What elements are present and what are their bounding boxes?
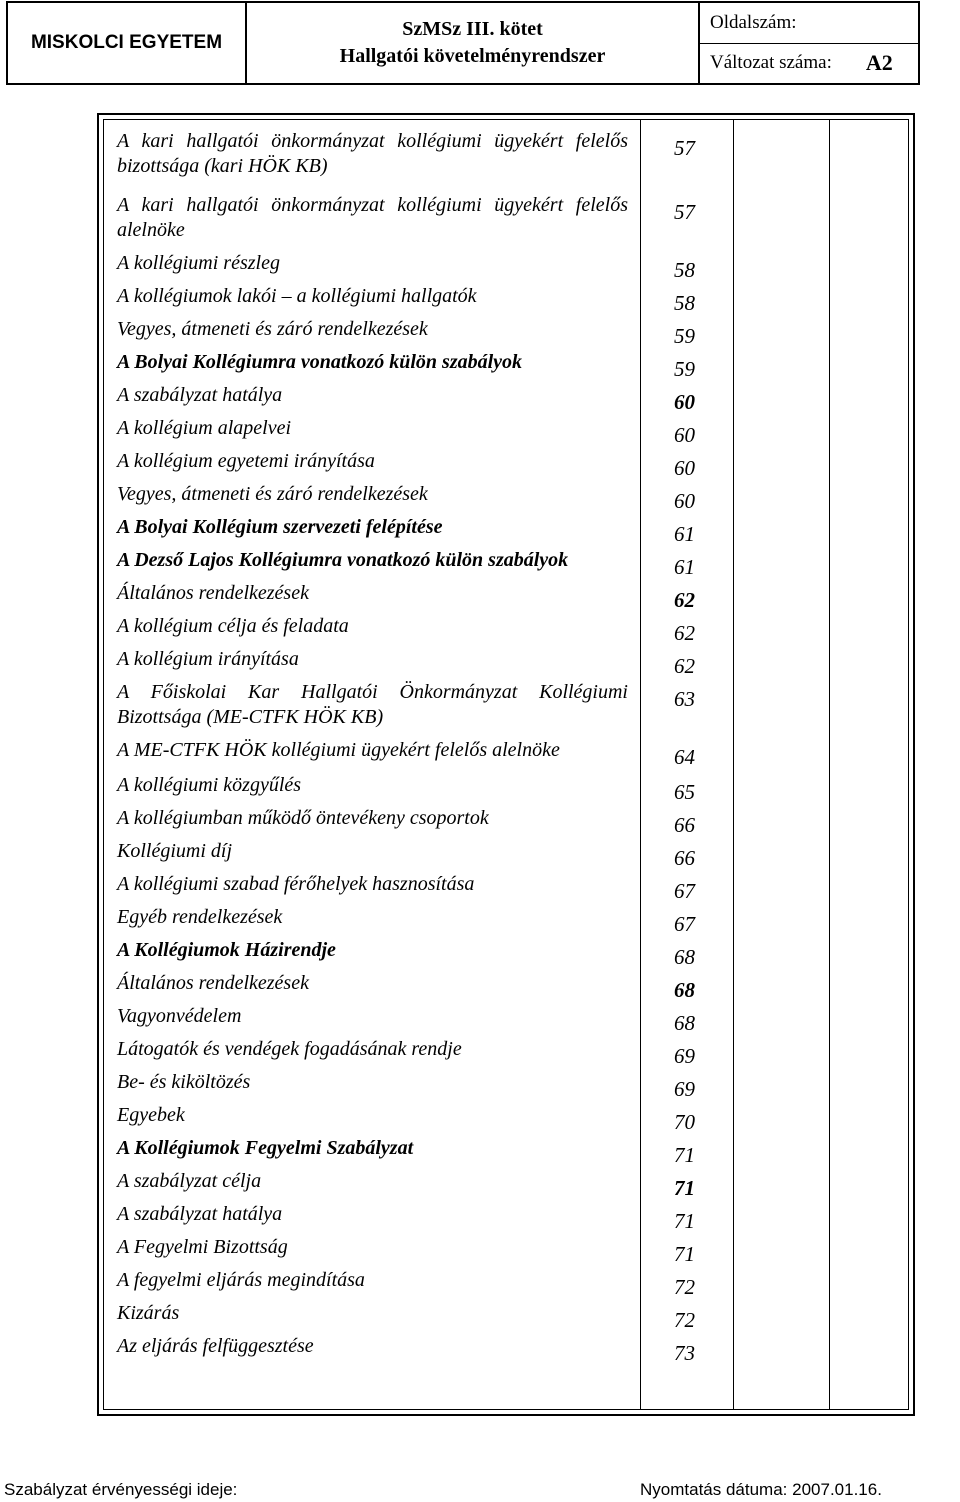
toc-entry-page: 64 xyxy=(674,745,695,769)
toc-entry-page: 60 xyxy=(674,423,695,447)
toc-entry-title: Általános rendelkezések xyxy=(117,582,309,604)
toc-entry xyxy=(117,1301,902,1332)
toc-entry-title: Általános rendelkezések xyxy=(117,972,309,994)
toc-entry-title: A kollégiumban működő öntevékeny csoportok xyxy=(117,807,489,829)
toc-entry-title: A Bolyai Kollégiumra vonatkozó külön szabályok xyxy=(117,351,523,373)
toc-entry-page: 58 xyxy=(674,258,695,282)
toc-entry xyxy=(117,284,902,315)
toc-entry-title: A kollégium egyetemi irányítása xyxy=(117,450,375,472)
toc-entry-page: 58 xyxy=(674,291,695,315)
toc-entry-title: A kari hallgatói önkormányzat kollégiumi ügyekért felelős bizottsága (kari HÖK KB) xyxy=(117,130,628,177)
toc-entry xyxy=(117,1268,902,1299)
toc-entry xyxy=(117,839,902,870)
toc-entry-title: Vegyes, átmeneti és záró rendelkezések xyxy=(117,318,428,340)
toc-entry-title: Az eljárás felfüggesztése xyxy=(117,1335,314,1357)
toc-entry xyxy=(117,1004,902,1035)
volume-title: SzMSz III. kötet xyxy=(402,18,543,40)
toc-entry-page: 68 xyxy=(674,1011,695,1035)
toc-entry-page: 72 xyxy=(674,1275,695,1299)
toc-entry-title: A kollégiumi közgyűlés xyxy=(117,774,302,796)
toc-entry-page: 71 xyxy=(674,1242,695,1266)
toc-entry-page: 60 xyxy=(674,390,695,414)
toc-entry-page: 68 xyxy=(674,978,695,1002)
page-number-label: Oldalszám: xyxy=(710,11,797,33)
toc-entry-page: 60 xyxy=(674,456,695,480)
toc-entry-title: Vagyonvédelem xyxy=(117,1005,242,1027)
toc-entry-page: 66 xyxy=(674,846,695,870)
toc-entry-page: 60 xyxy=(674,489,695,513)
toc-entry-title: A ME-CTFK HÖK kollégiumi ügyekért felelős alelnöke xyxy=(117,739,560,761)
toc-entry-page: 65 xyxy=(674,780,695,804)
toc-entry-title: Látogatók és vendégek fogadásának rendje xyxy=(117,1038,462,1060)
toc-entry-title: A kollégiumi szabad férőhelyek hasznosítása xyxy=(117,873,475,895)
version-label: Változat száma: xyxy=(710,52,832,74)
toc-entry xyxy=(117,614,902,645)
toc-entry-page: 62 xyxy=(674,621,695,645)
toc-entry-title: Vegyes, átmeneti és záró rendelkezések xyxy=(117,483,428,505)
toc-entry-title: A kollégium célja és feladata xyxy=(117,615,349,637)
toc-entry-page: 71 xyxy=(674,1209,695,1233)
validity-label: Szabályzat érvényességi ideje: xyxy=(4,1480,238,1499)
toc-entry xyxy=(117,1037,902,1068)
toc-entry xyxy=(117,581,902,612)
toc-entry-title: A szabályzat hatálya xyxy=(117,384,283,406)
toc-entry xyxy=(117,383,902,414)
toc-entry-title: Egyéb rendelkezések xyxy=(117,906,283,928)
toc-entry-page: 72 xyxy=(674,1308,695,1332)
toc-entry-page: 69 xyxy=(674,1077,695,1101)
toc-entry-page: 67 xyxy=(674,879,695,903)
toc-entry xyxy=(117,350,902,381)
toc-entry-title: A Főiskolai Kar Hallgatói Önkormányzat Kollégiumi Bizottsága (ME-CTFK HÖK KB) xyxy=(117,681,628,728)
toc-entry-title: A kollégiumi részleg xyxy=(117,252,280,274)
toc-entry-page: 69 xyxy=(674,1044,695,1068)
toc-entry-title: A fegyelmi eljárás megindítása xyxy=(117,1269,365,1291)
toc-entry-title: A Kollégiumok Fegyelmi Szabályzat xyxy=(117,1137,414,1159)
toc-entry-title: A kollégium irányítása xyxy=(117,648,299,670)
toc-entry xyxy=(117,416,902,447)
version-value: A2 xyxy=(865,50,893,76)
toc-entry-title: Be- és kiköltözés xyxy=(117,1071,251,1093)
toc-entry xyxy=(117,251,902,282)
toc-entry-title: A Kollégiumok Házirendje xyxy=(117,939,336,961)
toc-entry xyxy=(117,1070,902,1101)
toc-entry-page: 62 xyxy=(674,654,695,678)
toc-entry xyxy=(117,129,902,179)
toc-entry-page: 57 xyxy=(674,136,695,160)
toc-entry xyxy=(117,905,902,936)
toc-entry xyxy=(117,647,902,678)
toc-entry-page: 59 xyxy=(674,357,695,381)
document-title-block xyxy=(247,3,700,83)
toc-entry-page: 66 xyxy=(674,813,695,837)
toc-entry-title: Kollégiumi díj xyxy=(117,840,232,862)
print-date: Nyomtatás dátuma: 2007.01.16. xyxy=(640,1480,882,1499)
toc-entry xyxy=(117,1235,902,1266)
toc-entry-title: A Dezső Lajos Kollégiumra vonatkozó külön szabályok xyxy=(117,549,569,571)
toc-entry-title: A kari hallgatói önkormányzat kollégiumi ügyekért felelős alelnöke xyxy=(117,194,628,241)
toc-entry xyxy=(117,938,902,969)
toc-entry-page: 71 xyxy=(674,1176,695,1200)
organization-name: MISKOLCI EGYETEM xyxy=(8,3,247,83)
toc-entry-page: 68 xyxy=(674,945,695,969)
toc-entry-page: 59 xyxy=(674,324,695,348)
toc-entry xyxy=(117,872,902,903)
toc-entry-title: A szabályzat célja xyxy=(117,1170,262,1192)
document-meta xyxy=(700,3,918,83)
toc-entry xyxy=(117,482,902,513)
toc-entry xyxy=(117,515,902,546)
document-subtitle: Hallgatói követelményrendszer xyxy=(339,45,606,67)
toc-entry-title: Egyebek xyxy=(117,1104,185,1126)
toc-entry xyxy=(117,738,902,769)
toc-entry-page: 73 xyxy=(674,1341,695,1365)
toc-entry-title: A szabályzat hatálya xyxy=(117,1203,283,1225)
toc-entry-page: 61 xyxy=(674,555,695,579)
toc-entry-page: 57 xyxy=(674,200,695,224)
toc-entry xyxy=(117,317,902,348)
toc-entry xyxy=(117,1202,902,1233)
version-row xyxy=(700,43,918,84)
toc-entry xyxy=(117,1103,902,1134)
toc-entry-page: 67 xyxy=(674,912,695,936)
toc-entry-title: A Fegyelmi Bizottság xyxy=(117,1236,288,1258)
toc-entry xyxy=(117,1169,902,1200)
toc-entry-title: Kizárás xyxy=(117,1302,180,1324)
toc-entry-page: 62 xyxy=(674,588,695,612)
toc-entry-page: 70 xyxy=(674,1110,695,1134)
toc-entry xyxy=(117,971,902,1002)
toc-entry-page: 63 xyxy=(674,687,695,711)
toc-entry xyxy=(117,449,902,480)
toc-entry xyxy=(117,806,902,837)
toc-entry xyxy=(117,773,902,804)
table-of-contents xyxy=(117,121,902,1365)
toc-entry-page: 61 xyxy=(674,522,695,546)
toc-entry xyxy=(117,1136,902,1167)
toc-entry xyxy=(117,193,902,243)
toc-entry xyxy=(117,548,902,579)
page-number-row xyxy=(700,3,918,43)
toc-entry-title: A Bolyai Kollégium szervezeti felépítése xyxy=(117,516,443,538)
toc-entry xyxy=(117,680,902,730)
toc-entry-page: 71 xyxy=(674,1143,695,1167)
toc-entry xyxy=(117,1334,902,1365)
toc-entry-title: A kollégium alapelvei xyxy=(117,417,292,439)
document-header xyxy=(6,1,920,85)
toc-entry-title: A kollégiumok lakói – a kollégiumi hallgatók xyxy=(117,285,477,307)
